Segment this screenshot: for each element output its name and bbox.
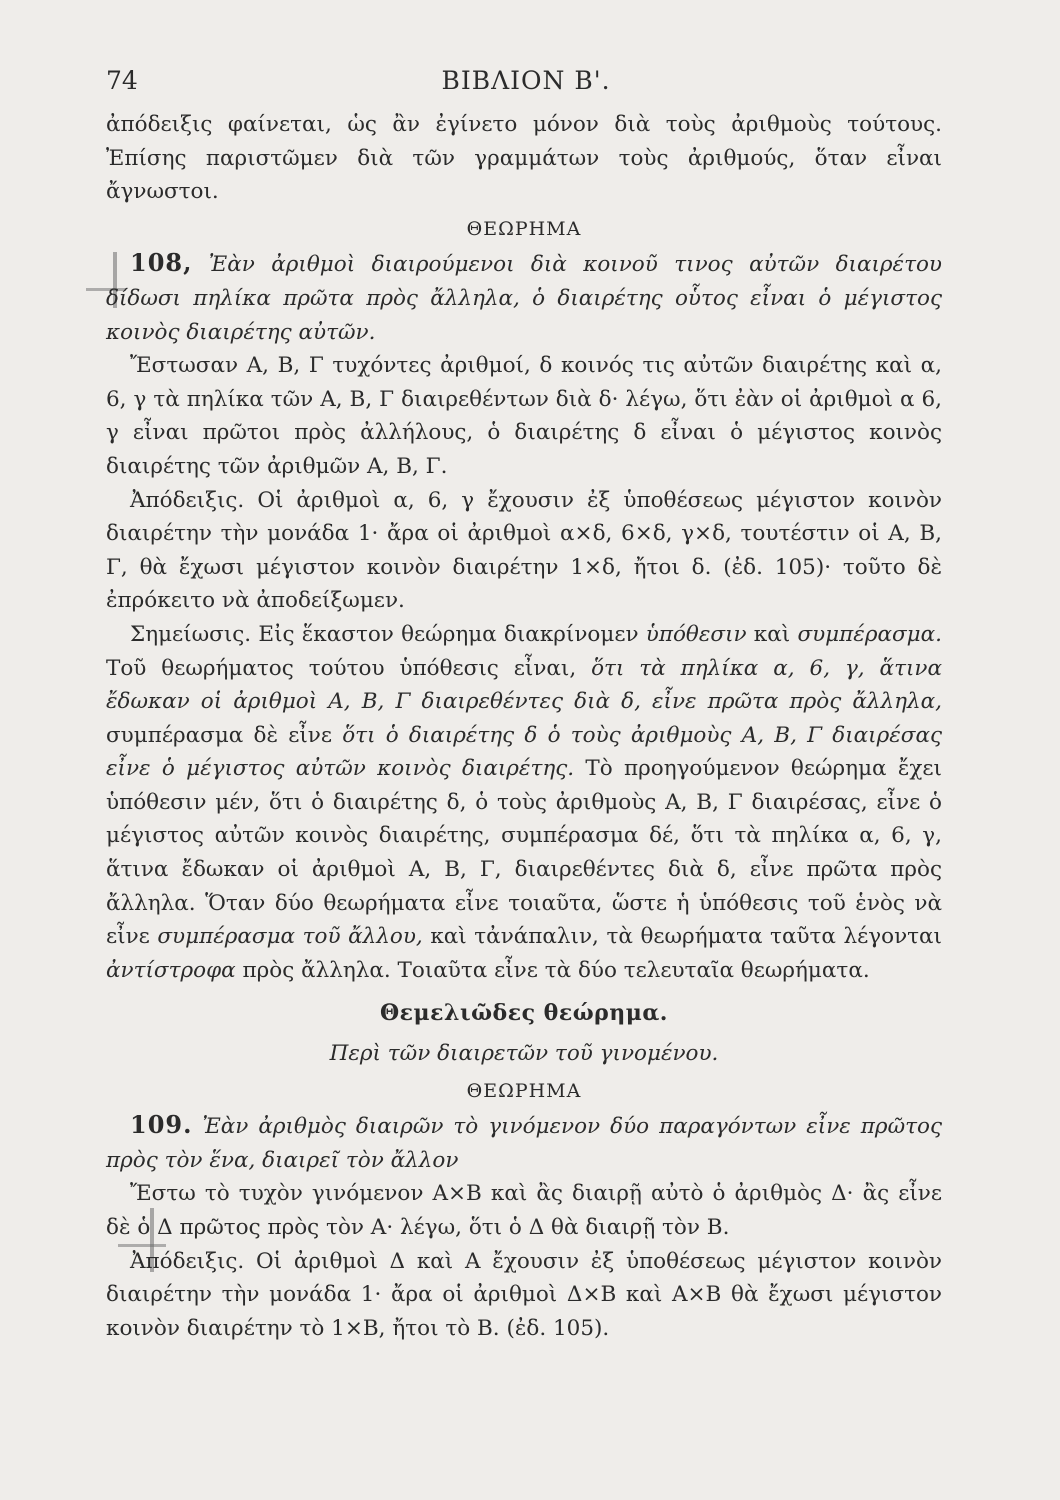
proof-label: Ἀπόδειξις. bbox=[130, 487, 245, 513]
theorem-109-text: Ἐὰν ἀριθμὸς διαιρῶν τὸ γινόμενον δύο παραγόντων εἶνε πρῶτος πρὸς τὸν ἕνα, διαιρεῖ τὸν ἄλλον bbox=[106, 1114, 942, 1173]
fundamental-theorem-heading: Θεμελιῶδες θεώρημα. bbox=[380, 1000, 668, 1027]
note-paragraph bbox=[106, 618, 942, 988]
note-text: συμπέρασμα δὲ εἶνε bbox=[106, 722, 343, 748]
note-text: καὶ bbox=[746, 621, 798, 647]
note-label: Σημείωσις. bbox=[130, 621, 252, 647]
page-number: 74 bbox=[106, 66, 138, 95]
theorem-108-text: Ἐὰν ἀριθμοὶ διαιρούμενοι διὰ κοινοῦ τινος αὐτῶν διαιρέτου δίδωσι πηλίκα πρῶτα πρὸς ἄλληλα, ὁ διαιρέτης οὗτος εἶναι ὁ μέγιστος κοινὸς διαιρέτης αὐτῶν. bbox=[106, 252, 942, 345]
theorem-109-setup: Ἔστω τὸ τυχὸν γινόμενον Α×Β καὶ ἂς διαιρῇ αὐτὸ ὁ ἀριθμὸς Δ· ἂς εἶνε δὲ ὁ Δ πρῶτος πρὸς τὸν Α· λέγω, ὅτι ὁ Δ θὰ διαιρῇ τὸν Β. bbox=[106, 1181, 942, 1240]
note-term: συμπέρασμα τοῦ ἄλλου, bbox=[157, 924, 423, 950]
theorem-109-statement bbox=[106, 1108, 942, 1177]
intro-paragraph: ἀπόδειξις φαίνεται, ὡς ἂν ἐγίνετο μόνον διὰ τοὺς ἀριθμοὺς τούτους. Ἐπίσης παριστῶμεν διὰ τῶν γραμμάτων τοὺς ἀριθμούς, ὅταν εἶναι ἄγνωστοι. bbox=[106, 112, 942, 205]
note-text: Τοῦ θεωρήματος τούτου ὑπόθεσις εἶναι, bbox=[106, 655, 592, 681]
spacer bbox=[106, 987, 942, 997]
proof-text: Οἱ ἀριθμοὶ Δ καὶ Α ἔχουσιν ἐξ ὑποθέσεως μέγιστον κοινὸν διαιρέτην τὴν μονάδα 1· ἄρα οἱ ἀριθμοὶ Δ×Β καὶ Α×Β θὰ ἔχωσι μέγιστον κοινὸν διαιρέτην τὸ 1×Β, ἤτοι τὸ Β. (ἐδ. 105). bbox=[106, 1248, 942, 1341]
note-text: Εἰς ἕκαστον θεώρημα διακρίνομεν bbox=[258, 621, 646, 647]
theorem-108-heading: ΘΕΩΡΗΜΑ bbox=[466, 217, 582, 240]
theorem-109-number: 109. bbox=[130, 1110, 193, 1140]
theorem-109-heading: ΘΕΩΡΗΜΑ bbox=[466, 1079, 582, 1102]
theorem-108-number: 108, bbox=[130, 248, 193, 278]
proof-109 bbox=[106, 1245, 942, 1346]
note-italic: ὅτι ὁ διαιρέτης δ ὁ τοὺς ἀριθμοὺς Α, Β, Γ διαιρέσας εἶνε ὁ μέγιστος αὐτῶν κοινὸς διαιρέτης. bbox=[106, 722, 942, 782]
proof-108 bbox=[106, 484, 942, 618]
proof-label: Ἀπόδειξις. bbox=[130, 1248, 245, 1274]
note-text: καὶ τἀνάπαλιν, τὰ θεωρήματα ταῦτα λέγονται bbox=[422, 924, 942, 950]
page-body bbox=[106, 108, 942, 1345]
note-text: πρὸς ἄλληλα. Τοιαῦτα εἶνε τὰ δύο τελευταῖα θεωρήματα. bbox=[235, 957, 870, 983]
note-italic: ὅτι τὰ πηλίκα α, 6, γ, ἅτινα ἔδωκαν οἱ ἀριθμοὶ Α, Β, Γ διαιρεθέντες διὰ δ, εἶνε πρῶτα πρὸς ἄλληλα, bbox=[106, 655, 942, 715]
running-title: ΒΙΒΛΙΟΝ Β'. bbox=[441, 66, 611, 95]
theorem-108-statement bbox=[106, 246, 942, 349]
note-term: ὑπόθεσιν bbox=[645, 621, 747, 647]
page-header bbox=[106, 66, 946, 106]
note-text: Τὸ προηγούμενον θεώρημα ἔχει ὑπόθεσιν μέν, ὅτι ὁ διαιρέτης δ, ὁ τοὺς ἀριθμοὺς Α, Β, Γ διαιρέσας, εἶνε ὁ μέγιστος αὐτῶν κοινὸς διαιρέτης, συμπέρασμα δέ, ὅτι τὰ πηλίκα α, 6, γ, ἅτινα ἔδωκαν οἱ ἀριθμοὶ Α, Β, Γ, διαιρεθέντες διὰ δ, εἶνε πρῶτα πρὸς ἄλληλα. Ὅταν δύο θεωρήματα εἶνε τοιαῦτα, ὥστε ἡ ὑπόθεσις τοῦ ἑνὸς νὰ εἶνε bbox=[106, 756, 942, 950]
theorem-108-setup: Ἔστωσαν Α, Β, Γ τυχόντες ἀριθμοί, δ κοινός τις αὐτῶν διαιρέτης καὶ α, 6, γ τὰ πηλίκα τῶν Α, Β, Γ διαιρεθέντων διὰ δ· λέγω, ὅτι ἐὰν οἱ ἀριθμοὶ α 6, γ εἶναι πρῶτοι πρὸς ἀλλήλους, ὁ διαιρέτης δ εἶναι ὁ μέγιστος κοινὸς διαιρέτης τῶν ἀριθμῶν Α, Β, Γ. bbox=[106, 353, 942, 479]
note-term: συμπέρασμα. bbox=[797, 621, 942, 647]
proof-text: Οἱ ἀριθμοὶ α, 6, γ ἔχουσιν ἐξ ὑποθέσεως μέγιστον κοινὸν διαιρέτην τὴν μονάδα 1· ἄρα οἱ ἀριθμοὶ α×δ, 6×δ, γ×δ, τουτέστιν οἱ Α, Β, Γ, θὰ ἔχωσι μέγιστον κοινὸν διαιρέτην 1×δ, ἤτοι δ. (ἐδ. 105)· τοῦτο δὲ ἐπρόκειτο νὰ ἀποδείξωμεν. bbox=[106, 487, 942, 614]
section-subtitle: Περὶ τῶν διαιρετῶν τοῦ γινομένου. bbox=[329, 1041, 719, 1067]
note-term: ἀντίστροφα bbox=[106, 957, 236, 983]
